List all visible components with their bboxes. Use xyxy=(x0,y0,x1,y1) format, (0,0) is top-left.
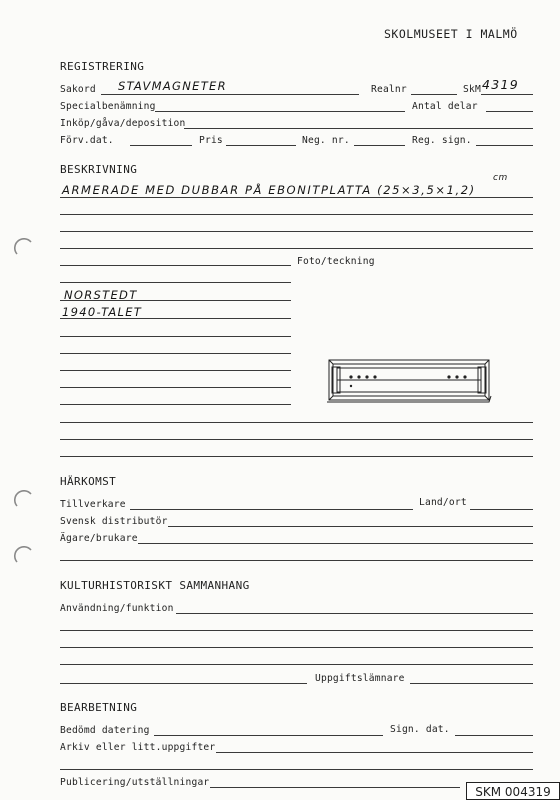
agare-field[interactable] xyxy=(138,543,533,544)
beskrivning-line[interactable] xyxy=(60,404,291,405)
section-heading-beskrivning: BESKRIVNING xyxy=(60,163,138,176)
bearbetning-line[interactable] xyxy=(60,769,533,770)
inkop-field[interactable] xyxy=(184,128,533,129)
publicering-field[interactable] xyxy=(210,787,460,788)
anvandning-field[interactable] xyxy=(176,613,533,614)
tillverkare-label: Tillverkare xyxy=(60,499,126,510)
inkop-label: Inköp/gåva/deposition xyxy=(60,118,186,129)
sakord-label: Sakord xyxy=(60,84,96,95)
skm-value: 4319 xyxy=(482,77,520,92)
foto-label: Foto/teckning xyxy=(297,256,375,267)
section-heading-harkomst: HÄRKOMST xyxy=(60,475,117,488)
catalog-number-stamp: SKM 004319 xyxy=(466,782,560,800)
specialbenamning-label: Specialbenämning xyxy=(60,101,156,112)
uppgiftslamnare-label: Uppgiftslämnare xyxy=(315,673,405,684)
section-heading-kulturhistoriskt: KULTURHISTORISKT SAMMANHANG xyxy=(60,579,250,592)
arkiv-field[interactable] xyxy=(216,752,533,753)
punch-hole-icon xyxy=(14,490,36,512)
tillverkare-field[interactable] xyxy=(130,509,413,510)
sign-dat-label: Sign. dat. xyxy=(390,724,450,735)
beskrivning-line[interactable] xyxy=(60,265,291,266)
beskrivning-line[interactable] xyxy=(60,439,533,440)
publicering-label: Publicering/utställningar xyxy=(60,777,210,788)
uppgiftslamnare-field[interactable] xyxy=(410,683,533,684)
arkiv-label: Arkiv eller litt.uppgifter xyxy=(60,742,216,753)
specialbenamning-field[interactable] xyxy=(155,111,405,112)
sign-dat-field[interactable] xyxy=(455,735,533,736)
datering-label: Bedömd datering xyxy=(60,725,150,736)
beskrivning-line[interactable] xyxy=(60,248,533,249)
kulturhistoriskt-line[interactable] xyxy=(60,647,533,648)
sakord-value: STAVMAGNETER xyxy=(118,79,227,93)
beskrivning-line[interactable] xyxy=(60,387,291,388)
beskrivning-line[interactable] xyxy=(60,282,291,283)
pris-label: Pris xyxy=(199,135,223,146)
pris-field[interactable] xyxy=(226,145,296,146)
unit-note: cm xyxy=(493,173,508,183)
magnet-sketch xyxy=(325,356,493,408)
punch-hole-icon xyxy=(14,546,36,568)
antal-delar-field[interactable] xyxy=(486,111,533,112)
reg-sign-label: Reg. sign. xyxy=(412,135,472,146)
kulturhistoriskt-line[interactable] xyxy=(60,683,307,684)
museum-name: SKOLMUSEET I MALMÖ xyxy=(384,27,518,41)
beskrivning-text: ARMERADE MED DUBBAR PÅ EBONITPLATTA (25×3,5×1,2) xyxy=(62,183,476,197)
note-manufacturer: NORSTEDT xyxy=(64,288,138,302)
note-period: 1940-TALET xyxy=(62,305,143,319)
land-ort-label: Land/ort xyxy=(419,497,467,508)
beskrivning-line[interactable] xyxy=(60,336,291,337)
punch-hole-icon xyxy=(14,238,36,260)
skm-field[interactable] xyxy=(481,94,533,95)
realnr-field[interactable] xyxy=(411,94,457,95)
beskrivning-line[interactable] xyxy=(60,197,533,198)
agare-label: Ägare/brukare xyxy=(60,533,138,544)
forv-dat-field[interactable] xyxy=(130,145,192,146)
kulturhistoriskt-line[interactable] xyxy=(60,664,533,665)
datering-field[interactable] xyxy=(154,735,383,736)
beskrivning-line[interactable] xyxy=(60,353,291,354)
neg-nr-field[interactable] xyxy=(354,145,405,146)
beskrivning-line[interactable] xyxy=(60,456,533,457)
anvandning-label: Användning/funktion xyxy=(60,603,174,614)
beskrivning-line[interactable] xyxy=(60,214,533,215)
reg-sign-field[interactable] xyxy=(476,145,533,146)
neg-nr-label: Neg. nr. xyxy=(302,135,350,146)
land-ort-field[interactable] xyxy=(470,509,533,510)
beskrivning-line[interactable] xyxy=(60,370,291,371)
distributor-label: Svensk distributör xyxy=(60,516,168,527)
beskrivning-line[interactable] xyxy=(60,422,533,423)
forv-dat-label: Förv.dat. xyxy=(60,135,114,146)
section-heading-registrering: REGISTRERING xyxy=(60,60,145,73)
section-heading-bearbetning: BEARBETNING xyxy=(60,701,138,714)
distributor-field[interactable] xyxy=(168,526,533,527)
skm-label: SkM xyxy=(463,84,481,95)
kulturhistoriskt-line[interactable] xyxy=(60,630,533,631)
beskrivning-line[interactable] xyxy=(60,231,533,232)
antal-delar-label: Antal delar xyxy=(412,101,478,112)
sakord-field[interactable] xyxy=(101,94,359,95)
harkomst-line[interactable] xyxy=(60,560,533,561)
realnr-label: Realnr xyxy=(371,84,407,95)
